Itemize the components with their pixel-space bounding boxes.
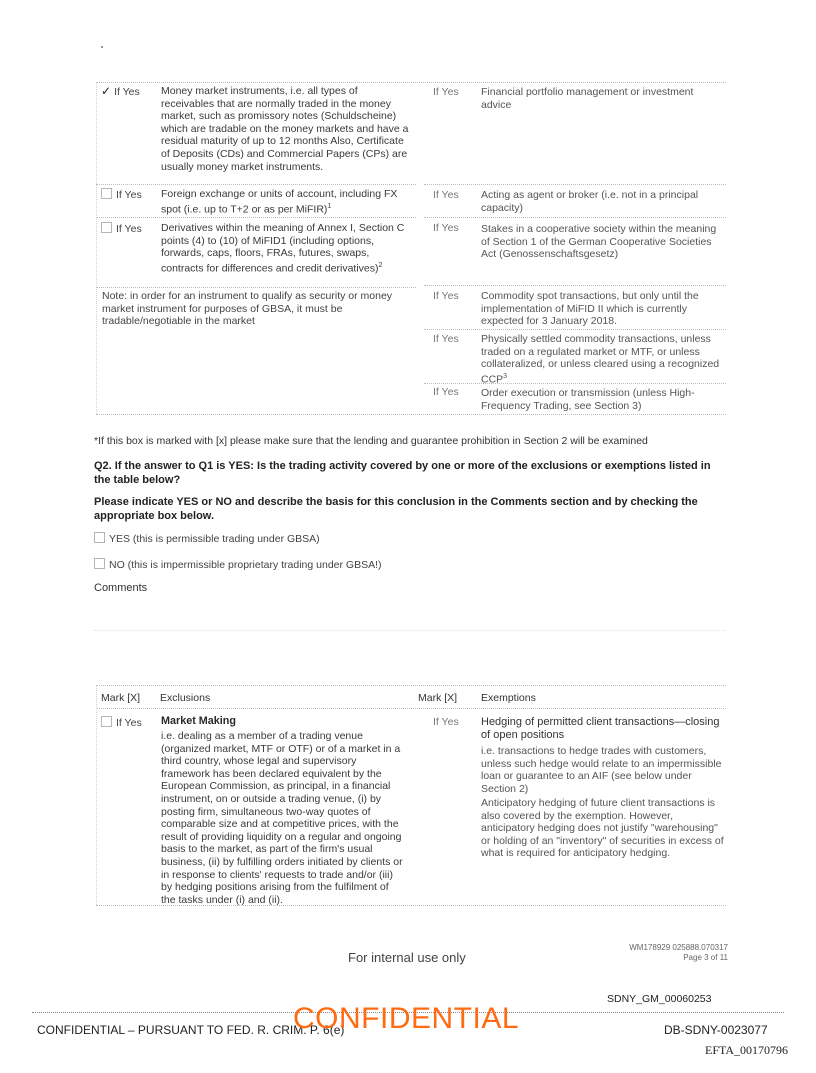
row-divider [96,184,416,185]
page-number: Page 3 of 11 [683,953,728,962]
option-yes[interactable] [94,532,320,545]
table-top-border [96,82,726,83]
efta-number: EFTA_00170796 [705,1043,789,1057]
checkbox[interactable] [101,188,112,199]
physically-settled-text [481,333,726,386]
order-execution-text: Order execution or transmission (unless High-Frequency Trading, see Section 3) [481,387,695,412]
option-no-label: NO (this is impermissible proprietary trading under GBSA!) [109,559,382,571]
fx-text [161,188,411,216]
footnote-x-marked: *If this box is marked with [x] please make sure that the lending and guarantee prohibition in Section 2 will be examined [94,435,648,447]
row-divider [424,217,726,218]
if-yes-label: If Yes [116,223,142,235]
comments-label: Comments [94,582,148,594]
comments-line[interactable] [94,630,726,631]
checkbox[interactable] [101,222,112,233]
commodity-spot-text: Commodity spot transactions, but only until the implementation of MiFID II which is currently expected for 3 January 2018. [481,290,699,328]
if-yes-label[interactable]: If Yes [433,222,459,234]
row-derivatives-marker[interactable] [101,222,142,235]
row-divider [424,184,726,185]
derivatives-footnote-ref: 2 [378,261,383,269]
table-left-border [96,82,97,414]
table-bottom-border [96,414,726,415]
if-yes-label[interactable]: If Yes [433,189,459,201]
doc-code: WM178929 025888.070317 [629,943,728,952]
money-market-text: Money market instruments, i.e. all types of receivables that are normally traded in the money market, such as promissory notes (Schuldscheine) which are tradable on the money markets and have a residual maturity of up to 12 months Also, Certificate of Deposits (CDs) and Commercial Papers (CPs) are usually money market instruments. [161,85,409,173]
derivatives-text-body: Derivatives within the meaning of Annex I, Section C points (4) to (10) of MiFID1 (including options, forwards, caps, floors, FRAs, futures, swaps, contracts for differences and credit derivatives) [161,222,405,275]
sdny-bates-number: SDNY_GM_00060253 [607,993,712,1005]
row-divider [424,383,726,384]
exclusions-header: Exclusions [160,692,211,704]
exemptions-header: Exemptions [481,692,536,704]
hedging-text-2: Anticipatory hedging of future client transactions is also covered by the exemption. However, anticipatory hedging does not justify "warehousing" or holding of an "inventory" of securities in excess of what is required for anticipatory hedging. [481,797,724,860]
confidential-stamp: CONFIDENTIAL [293,1002,520,1035]
portfolio-management-text: Financial portfolio management or investment advice [481,86,694,111]
if-yes-label: If Yes [116,189,142,201]
cooperative-society-text: Stakes in a cooperative society within the meaning of Section 1 of the German Cooperative Societies Act (Genossenschaftsgesetz) [481,223,717,261]
table-left-border [96,685,97,905]
hedging-marker[interactable]: If Yes [433,716,459,728]
question-q2: Q2. If the answer to Q1 is YES: Is the trading activity covered by one or more of the exclusions or exemptions listed in the table below? [94,460,711,486]
if-yes-label[interactable]: If Yes [433,386,459,398]
option-no[interactable] [94,558,382,571]
row-divider [96,217,416,218]
derivatives-text [161,222,411,275]
internal-use-label: For internal use only [348,950,466,965]
mark-header-right: Mark [X] [418,692,458,704]
physically-settled-footnote-ref: 3 [503,372,508,380]
mark-header-left: Mark [X] [101,692,141,704]
checkmark-icon: ✓ [101,84,112,98]
instruction-text: Please indicate YES or NO and describe the basis for this conclusion in the Comments section and by checking the appropriate box below. [94,496,698,522]
note-text: Note: in order for an instrument to qualify as security or money market instrument for purposes of GBSA, it must be tradable/negotiable in the market [102,290,393,328]
row-money-market-marker[interactable] [101,84,140,98]
db-sdny-number: DB-SDNY-0023077 [664,1023,768,1037]
fx-text-body: Foreign exchange or units of account, including FX spot (i.e. up to T+2 or as per MiFIR) [161,188,398,216]
checkbox[interactable] [101,716,112,727]
market-making-title: Market Making [161,715,236,727]
checkbox[interactable] [94,558,105,569]
option-yes-label: YES (this is permissible trading under GBSA) [109,533,320,545]
if-yes-label: If Yes [114,86,140,98]
hedging-title: Hedging of permitted client transactions—closing of open positions [481,716,720,741]
market-making-marker[interactable] [101,716,142,729]
if-yes-label[interactable]: If Yes [433,86,459,98]
if-yes-label[interactable]: If Yes [433,333,459,345]
scan-speck [101,46,103,48]
if-yes-label[interactable]: If Yes [433,290,459,302]
market-making-text: i.e. dealing as a member of a trading venue (organized market, MTF or OTF) or of a market in a third country, whose legal and supervisory framework has been declared equivalent by the European Commission, as principal, in a financial instrument, on or outside a trading venue, (i) by posting firm, simultaneous two-way quotes of comparable size and at competitive prices, with the result of providing liquidity on a regular and ongoing basis to the market, as part of the firm's usual business, (ii) by fulfilling orders initiated by clients or in response to clients' requests to trade and/or (iii) by hedging positions arising from the fulfilment of the tasks under (i) and (ii). [161,730,403,906]
row-divider [424,329,726,330]
agent-broker-text: Acting as agent or broker (i.e. not in a principal capacity) [481,189,699,214]
fx-footnote-ref: 1 [327,202,332,210]
confidential-legend: CONFIDENTIAL – PURSUANT TO FED. R. CRIM. P. 6(e) [37,1023,345,1037]
hedging-text-1: i.e. transactions to hedge trades with customers, unless such hedge would relate to an impermissible loan or guarantee to an AIF (see below under Section 2) [481,745,722,795]
row-fx-marker[interactable] [101,188,142,201]
row-divider [424,285,726,286]
if-yes-label: If Yes [116,717,142,729]
checkbox[interactable] [94,532,105,543]
row-divider [96,287,416,288]
header-divider [96,708,726,709]
exemptions-table-top [96,685,726,686]
physically-settled-text-body: Physically settled commodity transactions, unless traded on a regulated market or MTF, or unless collateralized, or unless cleared using a recognized CCP [481,333,720,386]
